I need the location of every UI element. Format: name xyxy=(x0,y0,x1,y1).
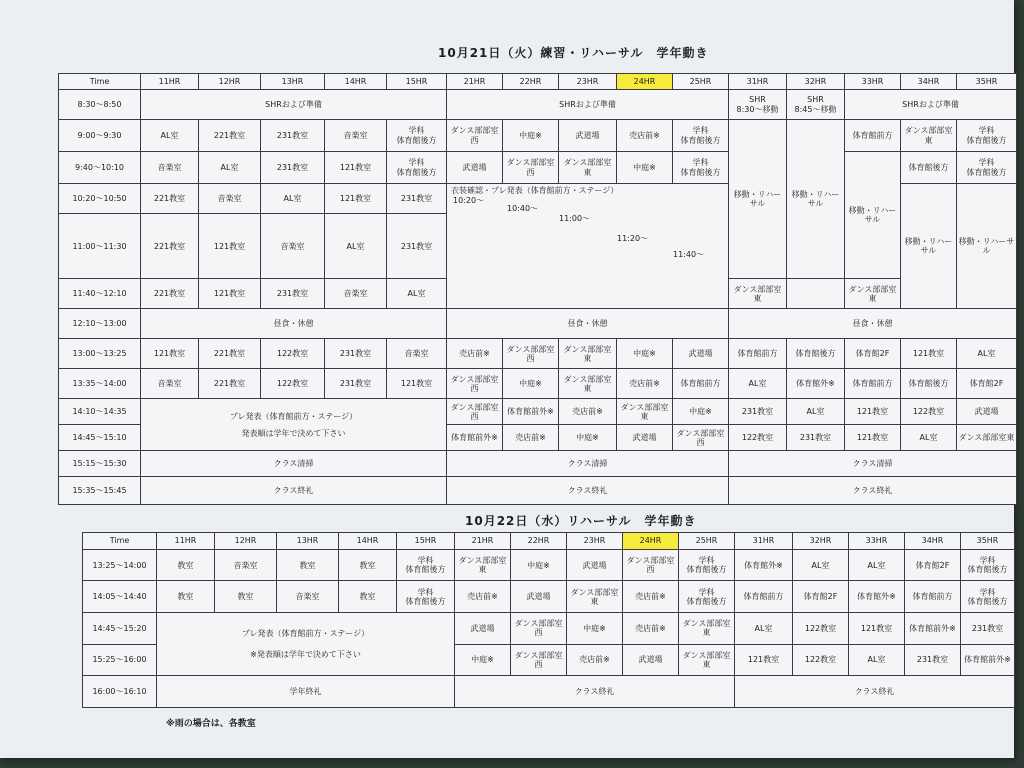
room-cell: 教室 xyxy=(339,549,397,581)
header-cell: 23HR xyxy=(567,533,623,550)
room-cell: 学科 体育館後方 xyxy=(961,581,1015,613)
header-cell: 11HR xyxy=(157,533,215,550)
room-cell: 学科 体育館後方 xyxy=(679,581,735,613)
room-cell: 音楽室 xyxy=(325,120,387,152)
room-cell: 学科 体育館後方 xyxy=(673,152,729,184)
room-cell: 体育館前外※ xyxy=(447,425,503,451)
sequence-time: 10:40～ xyxy=(507,204,539,213)
time-cell: 11:40～12:10 xyxy=(59,279,141,309)
header-cell: 23HR xyxy=(559,74,617,90)
room-cell: 体育館外※ xyxy=(735,549,793,581)
room-cell: ダンス部部室東 xyxy=(729,279,787,309)
room-cell: 売店前※ xyxy=(447,339,503,369)
room-cell: 体育館2F xyxy=(905,549,961,581)
sequence-time: 11:40～ xyxy=(673,250,705,259)
room-cell: 121教室 xyxy=(845,399,901,425)
room-cell: AL室 xyxy=(901,425,957,451)
header-cell: 32HR xyxy=(793,533,849,550)
header-cell: 32HR xyxy=(787,74,845,90)
header-cell: 22HR xyxy=(503,74,559,90)
room-cell: 体育館前方 xyxy=(905,581,961,613)
room-cell: ダンス部部室西 xyxy=(673,425,729,451)
sequence-time: 11:20～ xyxy=(617,234,649,243)
time-cell: 14:05～14:40 xyxy=(83,581,157,613)
header-cell: 15HR xyxy=(397,533,455,550)
room-cell: 学科 体育館後方 xyxy=(961,549,1015,581)
time-cell: 13:35～14:00 xyxy=(59,369,141,399)
header-row xyxy=(83,533,1015,550)
room-cell: 122教室 xyxy=(793,644,849,676)
costume-check-block xyxy=(447,184,729,309)
room-cell: ダンス部部室東 xyxy=(455,549,511,581)
room-cell: 122教室 xyxy=(261,369,325,399)
time-cell: 9:40～10:10 xyxy=(59,152,141,184)
room-cell: 教室 xyxy=(157,581,215,613)
header-cell: 33HR xyxy=(845,74,901,90)
room-cell: 231教室 xyxy=(961,613,1015,645)
room-cell: ダンス部部室西 xyxy=(503,339,559,369)
time-cell: 14:45～15:10 xyxy=(59,425,141,451)
header-cell: Time xyxy=(59,74,141,90)
header-row xyxy=(59,74,1017,90)
cleaning-cell: クラス清掃 xyxy=(729,451,1017,477)
header-cell: 12HR xyxy=(215,533,277,550)
room-cell: 体育館2F xyxy=(845,339,901,369)
room-cell: 売店前※ xyxy=(617,369,673,399)
room-cell: 体育館前外※ xyxy=(961,644,1015,676)
room-cell: 学科 体育館後方 xyxy=(673,120,729,152)
room-cell: 体育館後方 xyxy=(787,339,845,369)
header-cell: 31HR xyxy=(729,74,787,90)
header-cell-highlighted: 24HR xyxy=(623,533,679,550)
room-cell: 体育館前方 xyxy=(673,369,729,399)
room-cell: 221教室 xyxy=(199,339,261,369)
move-rehearsal-cell: 移動・リハーサル xyxy=(729,120,787,279)
header-cell: 34HR xyxy=(905,533,961,550)
room-cell: ダンス部部室西 xyxy=(447,399,503,425)
room-cell: ダンス部部室西 xyxy=(511,613,567,645)
room-cell: 武道場 xyxy=(617,425,673,451)
room-cell: 学科 体育館後方 xyxy=(387,152,447,184)
room-cell: 武道場 xyxy=(957,399,1017,425)
sequence-time: 10:20～ xyxy=(453,196,485,205)
room-cell: 221教室 xyxy=(141,184,199,214)
room-cell: 音楽室 xyxy=(141,152,199,184)
move-rehearsal-cell: 移動・リハーサル xyxy=(787,120,845,279)
time-cell: 10:20～10:50 xyxy=(59,184,141,214)
room-cell: 中庭※ xyxy=(567,613,623,645)
room-cell: AL室 xyxy=(729,369,787,399)
header-cell: 31HR xyxy=(735,533,793,550)
time-cell: 14:45～15:20 xyxy=(83,613,157,645)
room-cell: 体育館前外※ xyxy=(905,613,961,645)
room-cell: 体育館前外※ xyxy=(503,399,559,425)
move-rehearsal-cell: 移動・リハーサル xyxy=(845,152,901,279)
homeroom-end-cell: クラス終礼 xyxy=(447,477,729,505)
day2-title: 10月22日（水）リハーサル 学年動き xyxy=(465,514,697,528)
room-cell: 音楽室 xyxy=(215,549,277,581)
shr-move-cell: SHR 8:30～移動 xyxy=(729,90,787,120)
homeroom-end-cell: クラス終礼 xyxy=(455,676,735,708)
room-cell: 体育館2F xyxy=(793,581,849,613)
room-cell: 教室 xyxy=(215,581,277,613)
room-cell: 武道場 xyxy=(511,581,567,613)
room-cell: 売店前※ xyxy=(617,120,673,152)
header-cell: 11HR xyxy=(141,74,199,90)
homeroom-end-cell: クラス終礼 xyxy=(141,477,447,505)
room-cell: 121教室 xyxy=(387,369,447,399)
room-cell: 体育館前方 xyxy=(735,581,793,613)
room-cell: 中庭※ xyxy=(503,120,559,152)
room-cell: 121教室 xyxy=(199,279,261,309)
pre-presentation-note: ※発表順は学年で決めて下さい xyxy=(250,650,361,660)
room-cell: 武道場 xyxy=(455,613,511,645)
room-cell: ダンス部部室東 xyxy=(679,644,735,676)
header-cell: 21HR xyxy=(447,74,503,90)
time-cell: 15:15～15:30 xyxy=(59,451,141,477)
room-cell: 売店前※ xyxy=(503,425,559,451)
room-cell: 体育館前方 xyxy=(845,120,901,152)
room-cell: 231教室 xyxy=(387,184,447,214)
pre-presentation-cell xyxy=(157,613,455,676)
room-cell: AL室 xyxy=(849,644,905,676)
room-cell: 音楽室 xyxy=(261,214,325,279)
room-cell: 教室 xyxy=(157,549,215,581)
room-cell: 音楽室 xyxy=(199,184,261,214)
room-cell: 中庭※ xyxy=(673,399,729,425)
room-cell: ダンス部部室東 xyxy=(559,369,617,399)
room-cell: 中庭※ xyxy=(617,339,673,369)
move-rehearsal-cell: 移動・リハーサル xyxy=(957,184,1017,309)
room-cell: 体育館前方 xyxy=(729,339,787,369)
room-cell: 231教室 xyxy=(325,339,387,369)
room-cell: 音楽室 xyxy=(277,581,339,613)
room-cell: 121教室 xyxy=(845,425,901,451)
lunch-cell: 昼食・休憩 xyxy=(141,309,447,339)
room-cell: ダンス部部室東 xyxy=(559,152,617,184)
homeroom-end-cell: 学年終礼 xyxy=(157,676,455,708)
header-cell: 35HR xyxy=(961,533,1015,550)
shr-cell: SHRおよび準備 xyxy=(845,90,1017,120)
header-cell: 33HR xyxy=(849,533,905,550)
room-cell: 学科 体育館後方 xyxy=(957,152,1017,184)
room-cell: 教室 xyxy=(277,549,339,581)
room-cell: 122教室 xyxy=(261,339,325,369)
room-cell: AL室 xyxy=(199,152,261,184)
room-cell: 売店前※ xyxy=(567,644,623,676)
room-cell: AL室 xyxy=(793,549,849,581)
room-cell: ダンス部部室西 xyxy=(503,152,559,184)
room-cell: 中庭※ xyxy=(455,644,511,676)
header-cell: 13HR xyxy=(261,74,325,90)
room-cell: 121教室 xyxy=(325,184,387,214)
room-cell: 学科 体育館後方 xyxy=(387,120,447,152)
lunch-cell: 昼食・休憩 xyxy=(447,309,729,339)
room-cell: 231教室 xyxy=(905,644,961,676)
room-cell: 221教室 xyxy=(141,214,199,279)
room-cell: ダンス部部室東 xyxy=(901,120,957,152)
room-cell: 音楽室 xyxy=(387,339,447,369)
room-cell: ダンス部部室東 xyxy=(957,425,1017,451)
shr-cell: SHRおよび準備 xyxy=(141,90,447,120)
time-cell: 8:30～8:50 xyxy=(59,90,141,120)
day1-schedule-table xyxy=(58,73,1017,505)
time-cell: 14:10～14:35 xyxy=(59,399,141,425)
room-cell: 231教室 xyxy=(261,152,325,184)
room-cell: 231教室 xyxy=(261,279,325,309)
room-cell: 売店前※ xyxy=(623,613,679,645)
time-cell: 9:00～9:30 xyxy=(59,120,141,152)
lunch-cell: 昼食・休憩 xyxy=(729,309,1017,339)
room-cell: 221教室 xyxy=(199,120,261,152)
room-cell: ダンス部部室西 xyxy=(623,549,679,581)
room-cell: 体育館後方 xyxy=(901,369,957,399)
pre-presentation-cell xyxy=(141,399,447,451)
header-cell: 35HR xyxy=(957,74,1017,90)
room-cell: 売店前※ xyxy=(559,399,617,425)
pre-presentation-note: 発表順は学年で決めて下さい xyxy=(241,428,346,438)
room-cell: 学科 体育館後方 xyxy=(957,120,1017,152)
room-cell: 学科 体育館後方 xyxy=(397,549,455,581)
room-cell: 中庭※ xyxy=(559,425,617,451)
room-cell: 中庭※ xyxy=(503,369,559,399)
room-cell: 231教室 xyxy=(729,399,787,425)
room-cell: 231教室 xyxy=(325,369,387,399)
room-cell: 学科 体育館後方 xyxy=(397,581,455,613)
shr-cell: SHRおよび準備 xyxy=(447,90,729,120)
room-cell: ダンス部部室西 xyxy=(447,369,503,399)
sequence-time: 11:00～ xyxy=(559,214,591,223)
room-cell: AL室 xyxy=(141,120,199,152)
cleaning-cell: クラス清掃 xyxy=(447,451,729,477)
room-cell: ダンス部部室東 xyxy=(559,339,617,369)
room-cell: ダンス部部室西 xyxy=(447,120,503,152)
room-cell: 武道場 xyxy=(673,339,729,369)
room-cell: 体育館前方 xyxy=(845,369,901,399)
room-cell: 121教室 xyxy=(141,339,199,369)
time-cell: 15:25～16:00 xyxy=(83,644,157,676)
room-cell: 122教室 xyxy=(793,613,849,645)
room-cell: 221教室 xyxy=(141,279,199,309)
room-cell: 231教室 xyxy=(387,214,447,279)
room-cell: ダンス部部室西 xyxy=(511,644,567,676)
room-cell: 中庭※ xyxy=(617,152,673,184)
room-cell: 売店前※ xyxy=(455,581,511,613)
room-cell: 121教室 xyxy=(735,644,793,676)
room-cell: 体育館2F xyxy=(957,369,1017,399)
room-cell: ダンス部部室東 xyxy=(845,279,901,309)
move-rehearsal-cell: 移動・リハーサル xyxy=(901,184,957,309)
room-cell: 中庭※ xyxy=(511,549,567,581)
room-cell: AL室 xyxy=(387,279,447,309)
rain-note: ※雨の場合は、各教室 xyxy=(166,719,256,729)
time-cell: 13:25～14:00 xyxy=(83,549,157,581)
room-cell: AL室 xyxy=(325,214,387,279)
empty-cell xyxy=(787,279,845,309)
time-cell: 13:00～13:25 xyxy=(59,339,141,369)
time-cell: 12:10～13:00 xyxy=(59,309,141,339)
pre-presentation-label: プレ発表（体育館前方・ステージ） xyxy=(241,629,370,639)
header-cell: 34HR xyxy=(901,74,957,90)
room-cell: AL室 xyxy=(261,184,325,214)
room-cell: AL室 xyxy=(849,549,905,581)
room-cell: 武道場 xyxy=(567,549,623,581)
header-cell: 12HR xyxy=(199,74,261,90)
pre-presentation-label: プレ発表（体育館前方・ステージ） xyxy=(229,411,358,421)
room-cell: 231教室 xyxy=(787,425,845,451)
time-cell: 11:00～11:30 xyxy=(59,214,141,279)
room-cell: AL室 xyxy=(957,339,1017,369)
room-cell: ダンス部部室東 xyxy=(617,399,673,425)
room-cell: 武道場 xyxy=(559,120,617,152)
room-cell: 音楽室 xyxy=(325,279,387,309)
day2-schedule-table xyxy=(82,532,1015,708)
header-cell: 25HR xyxy=(673,74,729,90)
room-cell: ダンス部部室東 xyxy=(679,613,735,645)
header-cell: 21HR xyxy=(455,533,511,550)
room-cell: 231教室 xyxy=(261,120,325,152)
room-cell: 121教室 xyxy=(199,214,261,279)
time-cell: 16:00～16:10 xyxy=(83,676,157,708)
header-cell: 14HR xyxy=(339,533,397,550)
room-cell: 122教室 xyxy=(729,425,787,451)
header-cell: 25HR xyxy=(679,533,735,550)
header-cell-highlighted: 24HR xyxy=(617,74,673,90)
header-cell: Time xyxy=(83,533,157,550)
room-cell: 122教室 xyxy=(901,399,957,425)
room-cell: 体育館外※ xyxy=(849,581,905,613)
header-cell: 13HR xyxy=(277,533,339,550)
room-cell: 121教室 xyxy=(901,339,957,369)
homeroom-end-cell: クラス終礼 xyxy=(735,676,1015,708)
room-cell: AL室 xyxy=(735,613,793,645)
room-cell: 音楽室 xyxy=(141,369,199,399)
room-cell: 121教室 xyxy=(849,613,905,645)
costume-check-label: 衣装確認・プレ発表（体育館前方・ステージ） xyxy=(451,186,619,195)
room-cell: 売店前※ xyxy=(623,581,679,613)
room-cell: 武道場 xyxy=(623,644,679,676)
header-cell: 15HR xyxy=(387,74,447,90)
room-cell: 体育館外※ xyxy=(787,369,845,399)
homeroom-end-cell: クラス終礼 xyxy=(729,477,1017,505)
header-cell: 22HR xyxy=(511,533,567,550)
room-cell: 武道場 xyxy=(447,152,503,184)
shr-move-cell: SHR 8:45～移動 xyxy=(787,90,845,120)
room-cell: ダンス部部室東 xyxy=(567,581,623,613)
room-cell: 121教室 xyxy=(325,152,387,184)
day1-title: 10月21日（火）練習・リハーサル 学年動き xyxy=(438,46,709,60)
cleaning-cell: クラス清掃 xyxy=(141,451,447,477)
header-cell: 14HR xyxy=(325,74,387,90)
room-cell: AL室 xyxy=(787,399,845,425)
room-cell: 学科 体育館後方 xyxy=(679,549,735,581)
room-cell: 体育館後方 xyxy=(901,152,957,184)
time-cell: 15:35～15:45 xyxy=(59,477,141,505)
room-cell: 221教室 xyxy=(199,369,261,399)
room-cell: 教室 xyxy=(339,581,397,613)
